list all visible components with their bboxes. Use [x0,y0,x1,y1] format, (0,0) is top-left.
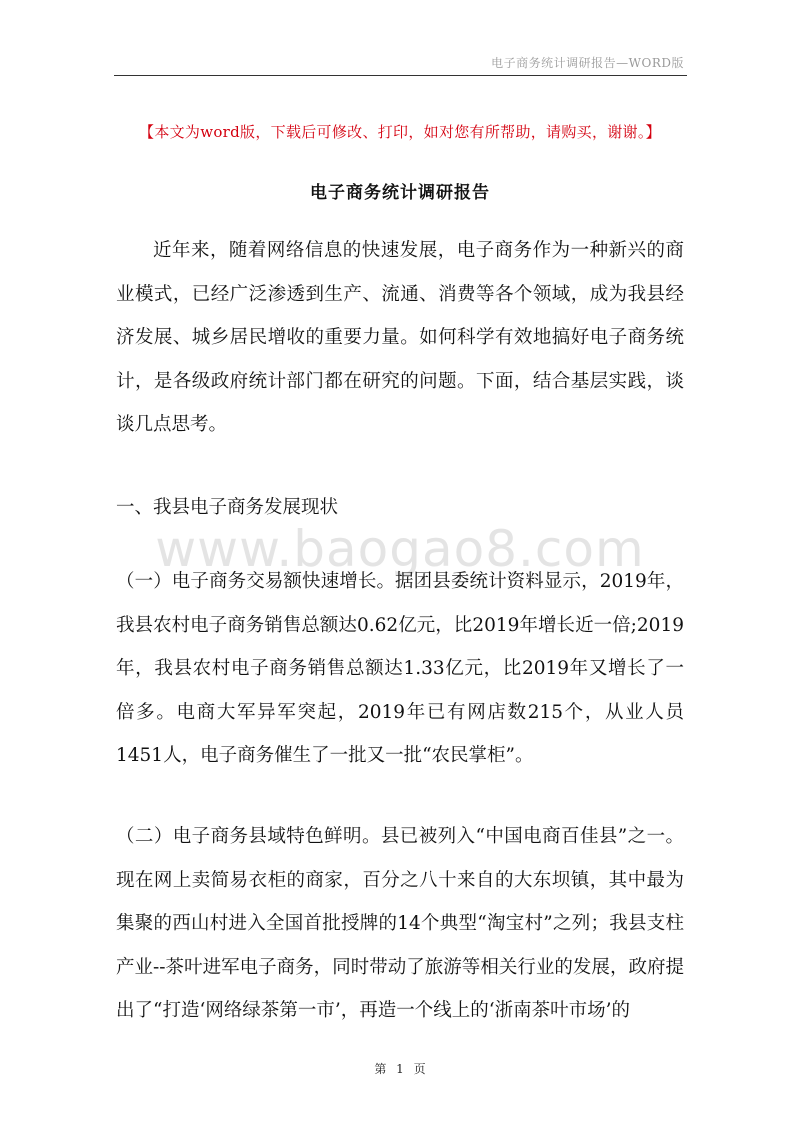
watermark: www.baogao8.com [155,520,645,578]
paragraph-transaction-growth: （一）电子商务交易额快速增长。据团县委统计资料显示，2019年，我县农村电子商务销售总额达0.62亿元，比2019年增长近一倍;2019年，我县农村电子商务销售总额达1.33亿元，比2019年又增长了一倍多。电商大军异军突起，2019年已有网店数215个，从业人员1451人，电子商务催生了一批又一批“农民掌柜”。 [116,571,684,766]
paragraph-county-features: （二）电子商务县域特色鲜明。县已被列入“中国电商百佳县”之一。现在网上卖简易衣柜的商家，百分之八十来自的大东坝镇，其中最为集聚的西山村进入全国首批授牌的14个典型“淘宝村”之列；我县支柱产业--茶叶进军电子商务，同时带动了旅游等相关行业的发展，政府提出了“打造‘网络绿茶第一市’，再造一个线上的‘浙南茶叶市场’的 [116,826,684,1021]
running-header: 电子商务统计调研报告—WORD版 [491,56,684,70]
footer-suffix: 页 [413,1062,426,1076]
intro-paragraph: 近年来，随着网络信息的快速发展，电子商务作为一种新兴的商业模式，已经广泛渗透到生产、流通、消费等各个领域，成为我县经济发展、城乡居民增收的重要力量。如何科学有效地搞好电子商务统计，是各级政府统计部门都在研究的问题。下面，结合基层实践，谈谈几点思考。 [116,240,684,435]
section-heading: 一、我县电子商务发展现状 [116,497,339,518]
document-title: 电子商务统计调研报告 [310,183,490,203]
page-number: 1 [396,1062,404,1076]
page-footer [0,1060,800,1077]
download-notice: 【本文为word版，下载后可修改、打印，如对您有所帮助，请购买，谢谢。】 [139,123,661,141]
header-divider [114,75,687,76]
footer-prefix: 第 [374,1062,387,1076]
